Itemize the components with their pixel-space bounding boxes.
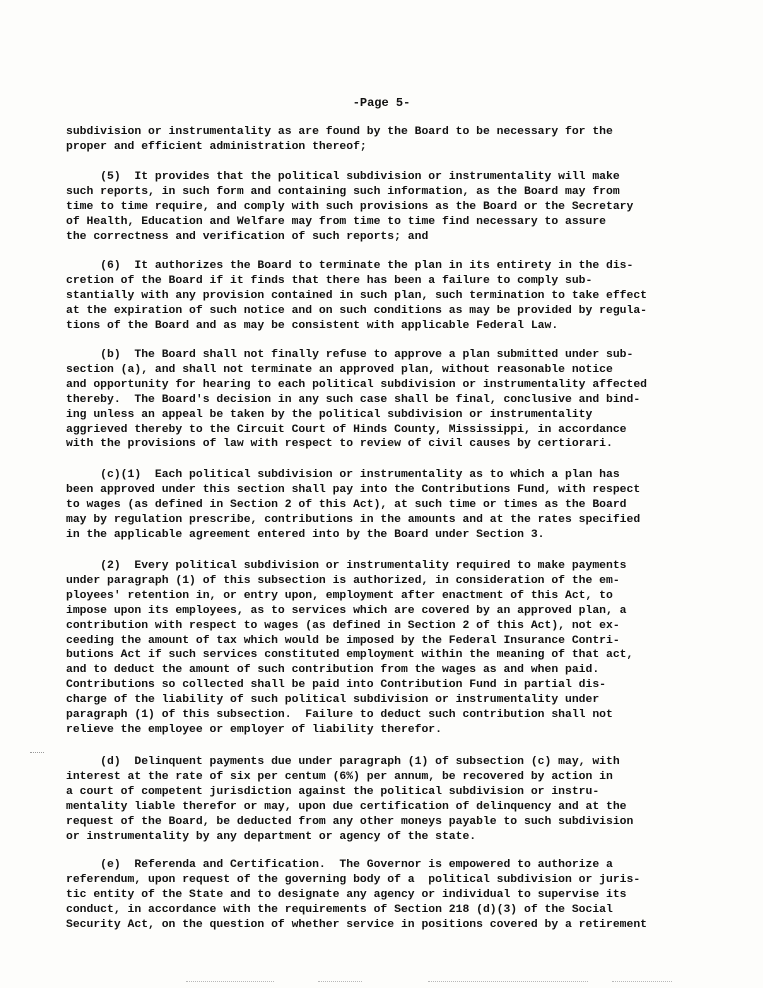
text-line: ceeding the amount of tax which would be imposed by the Federal Insurance Contri- bbox=[66, 634, 620, 647]
paragraph-subsection-e bbox=[66, 858, 706, 933]
text-line: in the applicable agreement entered into by the Board under Section 3. bbox=[66, 528, 545, 541]
text-line: (5) It provides that the political subdivision or instrumentality will make bbox=[66, 171, 620, 183]
text-line: with the provisions of law with respect to review of civil causes by certiorari. bbox=[66, 438, 613, 451]
text-line: tions of the Board and as may be consistent with applicable Federal Law. bbox=[66, 319, 559, 332]
text-line: referendum, upon request of the governing body of a political subdivision or juris- bbox=[66, 873, 641, 886]
text-line: request of the Board, be deducted from any other moneys payable to such subdivision bbox=[66, 815, 634, 828]
paragraph-item-6 bbox=[66, 259, 706, 334]
text-line: Contributions so collected shall be paid into Contribution Fund in partial dis- bbox=[66, 679, 607, 692]
text-line: tic entity of the State and to designate any agency or individual to supervise its bbox=[66, 888, 627, 901]
text-line: (e) Referenda and Certification. The Governor is empowered to authorize a bbox=[66, 859, 613, 871]
text-line: may by regulation prescribe, contributions in the amounts and at the rates specified bbox=[66, 513, 641, 526]
text-line: relieve the employee or employer of liability therefor. bbox=[66, 723, 442, 736]
paragraph-subsection-b bbox=[66, 348, 706, 452]
text-line: subdivision or instrumentality as are found by the Board to be necessary for the bbox=[66, 126, 613, 138]
text-line: charge of the liability of such political subdivision or instrumentality under bbox=[66, 694, 600, 707]
text-line: time to time require, and comply with such provisions as the Board or the Secretary bbox=[66, 200, 634, 213]
text-line: thereby. The Board's decision in any such case shall be final, conclusive and bind- bbox=[66, 393, 641, 406]
margin-mark bbox=[30, 752, 44, 755]
text-line: butions Act if such services constituted employment within the meaning of that act, bbox=[66, 649, 634, 662]
paragraph-subsection-d bbox=[66, 755, 706, 844]
page-number-header: -Page 5- bbox=[352, 96, 411, 110]
text-line: aggrieved thereby to the Circuit Court of Hinds County, Mississippi, in accordance bbox=[66, 423, 627, 436]
text-line: interest at the rate of six per centum (6%) per annum, be recovered by action in bbox=[66, 770, 613, 783]
paragraph-subsection-c1 bbox=[66, 468, 706, 543]
text-line: under paragraph (1) of this subsection is authorized, in consideration of the em- bbox=[66, 574, 620, 587]
text-line: cretion of the Board if it finds that there has been a failure to comply sub- bbox=[66, 274, 593, 287]
text-line: and opportunity for hearing to each political subdivision or instrumentality affected bbox=[66, 378, 648, 391]
text-line: been approved under this section shall pay into the Contributions Fund, with respect bbox=[66, 483, 641, 496]
text-line: such reports, in such form and containing such information, as the Board may from bbox=[66, 185, 620, 198]
scan-artifact bbox=[612, 981, 672, 984]
scan-artifact bbox=[186, 981, 274, 984]
scan-artifact bbox=[318, 981, 362, 984]
text-line: and to deduct the amount of such contribution from the wages as and when paid. bbox=[66, 664, 600, 677]
paragraph-subsection-c2 bbox=[66, 559, 706, 738]
text-line: of Health, Education and Welfare may from time to time find necessary to assure bbox=[66, 215, 607, 228]
text-line: the correctness and verification of such reports; and bbox=[66, 230, 429, 243]
text-line: to wages (as defined in Section 2 of this Act), at such time or times as the Board bbox=[66, 498, 627, 511]
text-line: proper and efficient administration thereof; bbox=[66, 140, 367, 153]
text-line: stantially with any provision contained in such plan, such termination to take effect bbox=[66, 289, 648, 302]
text-line: (b) The Board shall not finally refuse to approve a plan submitted under sub- bbox=[66, 349, 634, 361]
scan-artifact bbox=[428, 981, 588, 984]
text-line: impose upon its employees, as to services which are covered by an approved plan, a bbox=[66, 604, 627, 617]
paragraph-continuation bbox=[66, 125, 706, 155]
paragraph-item-5 bbox=[66, 170, 706, 245]
text-line: at the expiration of such notice and on such conditions as may be provided by regula- bbox=[66, 304, 648, 317]
text-line: or instrumentality by any department or agency of the state. bbox=[66, 830, 477, 843]
text-line: ployees' retention in, or entry upon, employment after enactment of this Act, to bbox=[66, 589, 613, 602]
text-line: (6) It authorizes the Board to terminate the plan in its entirety in the dis- bbox=[66, 260, 634, 272]
text-line: Security Act, on the question of whether service in positions covered by a retirement bbox=[66, 918, 648, 931]
text-line: (c)(1) Each political subdivision or instrumentality as to which a plan has bbox=[66, 469, 620, 481]
text-line: mentality liable therefor or may, upon due certification of delinquency and at the bbox=[66, 800, 627, 813]
text-line: ing unless an appeal be taken by the political subdivision or instrumentality bbox=[66, 408, 593, 421]
text-line: (2) Every political subdivision or instrumentality required to make payments bbox=[66, 560, 627, 572]
text-line: section (a), and shall not terminate an approved plan, without reasonable notice bbox=[66, 363, 613, 376]
text-line: a court of competent jurisdiction against the political subdivision or instru- bbox=[66, 785, 600, 798]
text-line: contribution with respect to wages (as defined in Section 2 of this Act), not ex- bbox=[66, 619, 620, 632]
text-line: conduct, in accordance with the requirements of Section 218 (d)(3) of the Social bbox=[66, 903, 613, 916]
text-line: (d) Delinquent payments due under paragraph (1) of subsection (c) may, with bbox=[66, 756, 620, 768]
text-line: paragraph (1) of this subsection. Failure to deduct such contribution shall not bbox=[66, 709, 613, 722]
